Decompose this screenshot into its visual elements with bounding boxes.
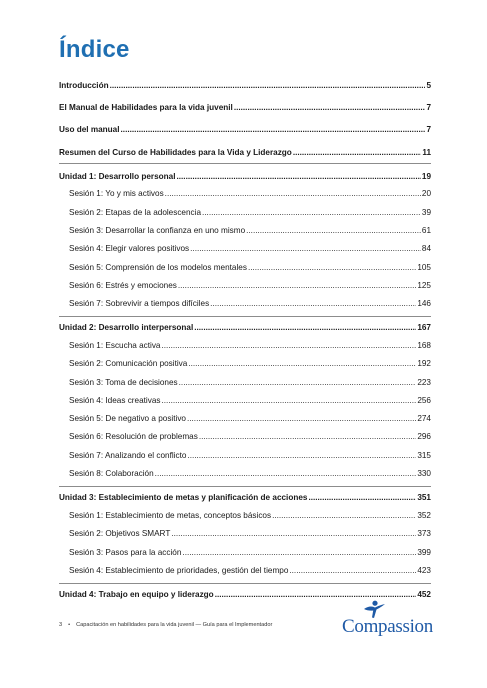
footer-page-number: 3 xyxy=(59,622,63,628)
toc-entry-page: 7 xyxy=(426,125,431,134)
toc-entry-page: 20 xyxy=(421,189,431,198)
toc-entry-page: 61 xyxy=(421,226,431,235)
toc-entry xyxy=(59,124,431,135)
toc-entry xyxy=(59,102,431,113)
toc-entry-page: 373 xyxy=(417,529,431,538)
toc-subentry xyxy=(69,468,431,479)
page-footer xyxy=(59,622,272,628)
toc-entry-page: 452 xyxy=(417,590,431,599)
dot-leader xyxy=(161,395,416,406)
toc-subentry xyxy=(69,565,431,576)
toc-subentry xyxy=(69,243,431,254)
compassion-logo xyxy=(342,600,438,644)
dot-leader xyxy=(176,171,420,182)
toc-entry-label: Sesión 3: Toma de decisiones xyxy=(69,378,178,387)
toc-entry-label: Sesión 5: De negativo a positivo xyxy=(69,414,186,423)
toc-subentry xyxy=(69,510,431,521)
toc-entry-label: Sesión 2: Etapas de la adolescencia xyxy=(69,208,201,217)
toc-entry-label: Unidad 3: Establecimiento de metas y planificación de acciones xyxy=(59,493,308,502)
toc-entry-label: Uso del manual xyxy=(59,125,120,134)
toc-entry-page: 192 xyxy=(417,359,431,368)
toc-subentry xyxy=(69,188,431,199)
toc-subentry xyxy=(69,358,431,369)
toc-entry-label: Sesión 3: Pasos para la acción xyxy=(69,548,182,557)
toc-entry-label: Unidad 2: Desarrollo interpersonal xyxy=(59,323,194,332)
dot-leader xyxy=(308,492,416,503)
section-divider xyxy=(59,583,431,584)
dot-leader xyxy=(199,431,417,442)
dot-leader xyxy=(289,565,416,576)
toc-subentry xyxy=(69,528,431,539)
toc-entry-page: 84 xyxy=(421,244,431,253)
toc-entry-label: Sesión 4: Elegir valores positivos xyxy=(69,244,190,253)
toc-entry-page: 223 xyxy=(417,378,431,387)
dot-leader xyxy=(187,413,416,424)
toc-entry xyxy=(59,589,431,600)
dot-leader xyxy=(234,102,426,113)
toc-entry-label: Sesión 2: Comunicación positiva xyxy=(69,359,188,368)
toc-entry-label: Sesión 7: Sobrevivir a tiempos difíciles xyxy=(69,299,210,308)
toc-subentry xyxy=(69,413,431,424)
toc-subentry xyxy=(69,280,431,291)
page-title: Índice xyxy=(59,36,130,63)
footer-text: Capacitación en habilidades para la vida juvenil — Guía para el Implementador xyxy=(76,622,273,628)
dot-leader xyxy=(179,377,417,388)
section-divider xyxy=(59,486,431,487)
toc-entry-page: 146 xyxy=(417,299,431,308)
dot-leader xyxy=(194,322,416,333)
toc-subentry xyxy=(69,377,431,388)
toc-entry-page: 330 xyxy=(417,469,431,478)
dot-leader xyxy=(293,147,422,158)
toc-entry-label: Unidad 4: Trabajo en equipo y liderazgo xyxy=(59,590,214,599)
dot-leader xyxy=(202,207,421,218)
dot-leader xyxy=(210,298,416,309)
toc-subentry xyxy=(69,547,431,558)
toc-subentry xyxy=(69,298,431,309)
toc-entry-label: El Manual de Habilidades para la vida juvenil xyxy=(59,103,233,112)
toc-entry-page: 351 xyxy=(417,493,431,502)
toc-entry-label: Sesión 1: Establecimiento de metas, conceptos básicos xyxy=(69,511,272,520)
toc-entry-page: 274 xyxy=(417,414,431,423)
toc-entry-page: 11 xyxy=(422,148,431,157)
toc-entry-label: Sesión 2: Objetivos SMART xyxy=(69,529,171,538)
toc-entry-label: Sesión 3: Desarrollar la confianza en uno mismo xyxy=(69,226,246,235)
toc-entry-label: Sesión 6: Estrés y emociones xyxy=(69,281,177,290)
dot-leader xyxy=(182,547,416,558)
dot-leader xyxy=(215,589,417,600)
toc-subentry xyxy=(69,431,431,442)
toc-entry-label: Sesión 4: Establecimiento de prioridades, gestión del tiempo xyxy=(69,566,289,575)
dot-leader xyxy=(190,243,421,254)
dot-leader xyxy=(161,340,416,351)
toc-entry-label: Unidad 1: Desarrollo personal xyxy=(59,172,176,181)
toc-entry xyxy=(59,492,431,503)
toc-entry-label: Sesión 7: Analizando el conflicto xyxy=(69,451,187,460)
dot-leader xyxy=(178,280,416,291)
toc-entry-page: 423 xyxy=(417,566,431,575)
toc-entry-page: 399 xyxy=(417,548,431,557)
toc-entry xyxy=(59,147,431,158)
dot-leader xyxy=(165,188,421,199)
dot-leader xyxy=(187,450,416,461)
toc-entry-label: Sesión 1: Escucha activa xyxy=(69,341,161,350)
toc-entry-page: 296 xyxy=(417,432,431,441)
toc-subentry xyxy=(69,450,431,461)
section-divider xyxy=(59,316,431,317)
dot-leader xyxy=(188,358,416,369)
toc-entry-page: 7 xyxy=(426,103,431,112)
toc-entry-page: 167 xyxy=(417,323,431,332)
toc-entry xyxy=(59,80,431,91)
toc-entry-label: Sesión 4: Ideas creativas xyxy=(69,396,161,405)
toc-entry-page: 168 xyxy=(417,341,431,350)
toc-entry-page: 5 xyxy=(426,81,431,90)
toc-subentry xyxy=(69,395,431,406)
dot-leader xyxy=(171,528,416,539)
toc-subentry xyxy=(69,340,431,351)
dot-leader xyxy=(110,80,426,91)
toc-entry-page: 39 xyxy=(421,208,431,217)
dot-leader xyxy=(248,262,416,273)
toc-entry-page: 19 xyxy=(421,172,431,181)
toc-subentry xyxy=(69,225,431,236)
toc-entry-page: 125 xyxy=(417,281,431,290)
section-divider xyxy=(59,163,431,164)
footer-bullet: • xyxy=(68,622,71,628)
toc-entry-label: Introducción xyxy=(59,81,109,90)
toc-entry xyxy=(59,322,431,333)
toc-entry-page: 256 xyxy=(417,396,431,405)
toc-entry-label: Sesión 1: Yo y mis activos xyxy=(69,189,164,198)
toc-entry-label: Sesión 6: Resolución de problemas xyxy=(69,432,198,441)
toc-entry-page: 352 xyxy=(417,511,431,520)
toc-subentry xyxy=(69,207,431,218)
toc-entry xyxy=(59,171,431,182)
toc-subentry xyxy=(69,262,431,273)
toc-entry-page: 315 xyxy=(417,451,431,460)
dot-leader xyxy=(246,225,421,236)
toc-entry-label: Resumen del Curso de Habilidades para la Vida y Liderazgo xyxy=(59,148,292,157)
dot-leader xyxy=(272,510,416,521)
toc-entry-label: Sesión 5: Comprensión de los modelos mentales xyxy=(69,263,247,272)
logo-text: Compassion xyxy=(342,616,433,637)
dot-leader xyxy=(155,468,417,479)
toc-entry-page: 105 xyxy=(417,263,431,272)
toc-entry-label: Sesión 8: Colaboración xyxy=(69,469,154,478)
dot-leader xyxy=(121,124,426,135)
